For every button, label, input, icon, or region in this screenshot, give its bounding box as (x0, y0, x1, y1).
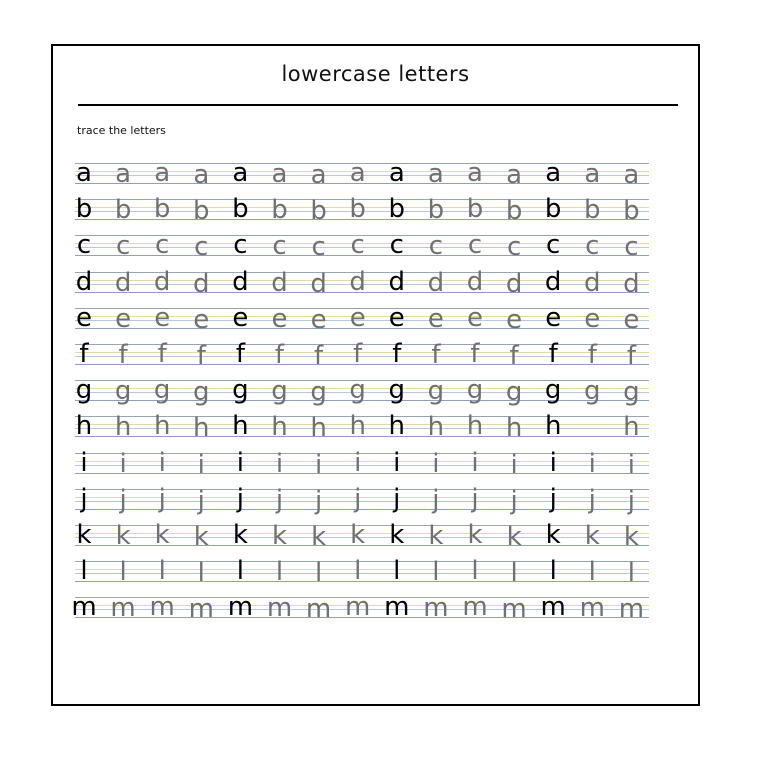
model-letter: l (549, 556, 557, 587)
model-letter: i (549, 447, 557, 478)
trace-letter: k (193, 521, 209, 552)
trace-letter: l (627, 558, 635, 589)
model-letter: m (227, 592, 254, 623)
trace-letter: k (584, 520, 600, 551)
trace-letter: a (506, 160, 523, 190)
trace-letter: j (588, 484, 596, 515)
trace-letter: l (275, 557, 284, 588)
model-letter: e (232, 302, 249, 333)
trace-letter: l (510, 558, 518, 589)
model-letter: a (76, 158, 92, 188)
trace-letter: f (587, 339, 597, 370)
letter-row-d (75, 267, 649, 303)
trace-letter: e (584, 303, 601, 334)
model-letter: e (388, 302, 405, 333)
trace-letter: l (588, 557, 596, 588)
trace-letter: j (510, 485, 518, 516)
page-title: lowercase letters (281, 62, 470, 86)
letter-row-f (75, 339, 649, 375)
trace-letter: j (471, 483, 479, 514)
trace-letter: m (305, 594, 332, 625)
model-letter: f (392, 338, 402, 369)
trace-letter: a (310, 160, 327, 190)
trace-letter: j (354, 483, 362, 514)
trace-letter: h (114, 412, 132, 443)
model-letter: j (80, 483, 88, 514)
model-letter: g (75, 375, 93, 406)
trace-letter: k (271, 520, 288, 551)
model-letter: h (232, 411, 249, 442)
trace-letter: e (467, 302, 483, 333)
trace-letter: e (506, 304, 523, 335)
trace-letter: i (471, 447, 479, 478)
trace-letter: g (193, 377, 210, 408)
trace-letter: e (271, 303, 288, 334)
letter-row-b (75, 194, 649, 230)
trace-letter: g (623, 377, 640, 408)
model-letter: b (544, 194, 562, 225)
trace-letter: f (196, 340, 206, 371)
trace-letter: h (349, 411, 366, 442)
trace-letter: m (188, 594, 214, 625)
trace-letter: i (627, 449, 635, 480)
trace-letter: d (427, 267, 445, 298)
trace-letter: d (349, 266, 366, 297)
trace-letter: b (466, 194, 484, 225)
trace-letter: j (158, 483, 166, 514)
trace-letter: b (114, 195, 132, 226)
trace-letter: d (114, 267, 132, 298)
model-letter: d (388, 266, 406, 297)
model-letter: h (544, 411, 562, 442)
trace-letter: j (275, 484, 284, 515)
trace-letter: m (423, 593, 449, 624)
trace-letter: k (350, 519, 366, 550)
trace-letter: f (470, 338, 480, 369)
trace-letter: k (467, 519, 483, 550)
model-letter: e (76, 302, 92, 333)
model-letter: l (393, 556, 401, 587)
letter-row-e (75, 303, 649, 339)
model-letter: m (540, 592, 566, 623)
trace-letter: d (584, 267, 601, 298)
trace-letter: m (462, 592, 488, 623)
model-letter: i (393, 447, 401, 478)
letter-row-l (75, 556, 649, 592)
trace-letter: b (271, 195, 288, 226)
trace-letter: j (197, 485, 205, 516)
trace-letter: m (110, 593, 136, 624)
model-letter: f (548, 338, 558, 369)
model-letter: i (236, 447, 244, 478)
trace-letter: e (193, 304, 210, 335)
model-letter: l (80, 556, 88, 587)
model-letter: d (75, 266, 93, 297)
model-letter: f (79, 338, 89, 369)
model-letter: c (546, 230, 561, 261)
trace-letter: f (274, 339, 285, 370)
model-letter: c (76, 230, 92, 261)
letter-row-i (75, 448, 649, 484)
trace-letter: i (354, 447, 362, 478)
trace-letter: c (506, 232, 522, 263)
trace-letter: c (311, 232, 326, 263)
trace-letter: e (349, 302, 366, 333)
trace-letter: d (153, 266, 171, 297)
trace-letter: j (627, 485, 635, 516)
trace-letter: d (310, 268, 327, 299)
trace-letter: m (345, 592, 371, 623)
trace-letter: a (467, 158, 483, 188)
trace-letter: b (349, 194, 366, 225)
model-letter: b (75, 194, 93, 225)
model-letter: a (232, 158, 249, 188)
trace-letter: e (427, 303, 444, 334)
trace-letter: m (149, 592, 175, 623)
instruction-text: trace the letters (77, 124, 166, 137)
trace-letter: g (466, 375, 484, 406)
trace-letter: g (153, 375, 171, 406)
model-letter: m (384, 592, 410, 623)
model-letter: d (544, 266, 562, 297)
trace-letter: i (158, 447, 166, 478)
trace-letter: h (623, 412, 640, 443)
trace-letter: b (310, 196, 327, 227)
trace-letter: b (427, 195, 445, 226)
model-letter: b (388, 194, 406, 225)
model-letter: g (388, 375, 406, 406)
trace-letter: l (158, 556, 166, 587)
model-letter: h (388, 411, 406, 442)
trace-letter: d (505, 268, 523, 299)
tracing-rows (71, 158, 649, 628)
trace-letter: j (314, 485, 323, 516)
title-divider (78, 104, 678, 106)
letter-row-g (75, 375, 649, 411)
trace-letter: c (350, 230, 365, 261)
trace-letter: c (194, 232, 209, 263)
model-letter: e (545, 302, 562, 333)
worksheet-page (51, 44, 700, 706)
trace-letter: e (154, 302, 171, 333)
model-letter: j (393, 483, 401, 514)
model-letter: i (80, 447, 88, 478)
model-letter: h (75, 411, 93, 442)
trace-letter: k (428, 520, 444, 551)
trace-letter: e (623, 304, 640, 335)
trace-letter: m (618, 594, 645, 625)
trace-letter: f (157, 338, 167, 369)
trace-letter: g (114, 376, 132, 407)
trace-letter: e (115, 303, 132, 334)
trace-letter: a (427, 159, 444, 189)
letter-row-a (75, 158, 649, 194)
trace-letter: j (432, 484, 440, 515)
model-letter: k (76, 519, 92, 550)
trace-letter: l (354, 556, 362, 587)
trace-letter: l (314, 558, 323, 589)
model-letter: j (236, 483, 244, 514)
trace-letter: l (119, 557, 127, 588)
model-letter: k (389, 519, 405, 550)
model-letter: k (545, 519, 561, 550)
trace-letter: i (314, 449, 323, 480)
trace-letter: m (266, 593, 293, 624)
model-letter: c (233, 230, 248, 261)
trace-letter: a (154, 158, 171, 188)
trace-letter: a (115, 159, 132, 189)
trace-letter: h (153, 411, 171, 442)
trace-letter: f (509, 340, 519, 371)
trace-letter: b (193, 196, 210, 227)
trace-letter: i (588, 448, 596, 479)
trace-letter: g (271, 376, 288, 407)
trace-letter: c (624, 232, 639, 263)
model-letter: d (232, 266, 249, 297)
trace-letter: c (467, 230, 483, 261)
trace-letter: g (505, 377, 523, 408)
trace-letter: g (310, 377, 327, 408)
trace-letter: k (506, 521, 522, 552)
letter-row-h (75, 411, 649, 447)
trace-letter: d (193, 268, 210, 299)
model-letter: c (389, 230, 404, 261)
trace-letter: k (154, 519, 170, 550)
trace-letter: g (427, 376, 445, 407)
model-letter: g (544, 375, 562, 406)
trace-letter: h (427, 412, 445, 443)
trace-letter: f (431, 339, 441, 370)
letter-row-k (75, 520, 649, 556)
trace-letter: i (119, 448, 127, 479)
trace-letter: b (584, 195, 601, 226)
trace-letter: a (584, 159, 601, 189)
trace-letter: j (119, 484, 127, 515)
trace-letter: d (271, 267, 288, 298)
model-letter: l (236, 556, 244, 587)
trace-letter: a (349, 158, 366, 188)
trace-letter: c (428, 231, 444, 262)
trace-letter: b (623, 196, 640, 227)
trace-letter: i (275, 448, 284, 479)
trace-letter: f (626, 340, 636, 371)
model-letter: g (232, 375, 249, 406)
model-letter: j (549, 483, 557, 514)
trace-letter: b (153, 194, 171, 225)
model-letter: b (232, 194, 249, 225)
trace-letter: h (310, 413, 327, 444)
model-letter: a (545, 158, 562, 188)
letter-row-j (75, 484, 649, 520)
trace-letter: a (271, 159, 288, 189)
trace-letter: l (197, 558, 205, 589)
trace-letter: c (115, 231, 131, 262)
model-letter: f (235, 338, 245, 369)
trace-letter: k (115, 520, 131, 551)
trace-letter: a (193, 160, 210, 190)
trace-letter: f (314, 340, 324, 371)
trace-letter: e (310, 304, 327, 335)
trace-letter: l (471, 556, 479, 587)
trace-letter: m (501, 594, 527, 625)
trace-letter: d (623, 268, 640, 299)
trace-letter: k (623, 521, 639, 552)
trace-letter: f (118, 339, 128, 370)
letter-row-m (71, 592, 649, 628)
trace-letter: c (155, 230, 170, 261)
trace-letter: d (466, 266, 484, 297)
trace-letter: m (579, 593, 605, 624)
trace-letter: i (432, 448, 440, 479)
trace-letter: c (585, 231, 600, 262)
model-letter: m (71, 592, 97, 623)
trace-letter: i (510, 449, 518, 480)
trace-letter: i (197, 449, 205, 480)
trace-letter: a (623, 160, 640, 190)
letter-row-c (75, 230, 649, 266)
trace-letter: h (271, 412, 288, 443)
trace-letter: h (193, 413, 210, 444)
trace-letter: c (272, 231, 287, 262)
model-letter: k (232, 519, 248, 550)
trace-letter: b (505, 196, 523, 227)
trace-letter: f (353, 338, 363, 369)
model-letter: a (388, 158, 405, 188)
trace-letter: g (584, 376, 601, 407)
trace-letter: l (432, 557, 440, 588)
trace-letter: h (505, 413, 523, 444)
trace-letter: k (311, 521, 327, 552)
trace-letter: h (466, 411, 484, 442)
trace-letter: g (349, 375, 366, 406)
